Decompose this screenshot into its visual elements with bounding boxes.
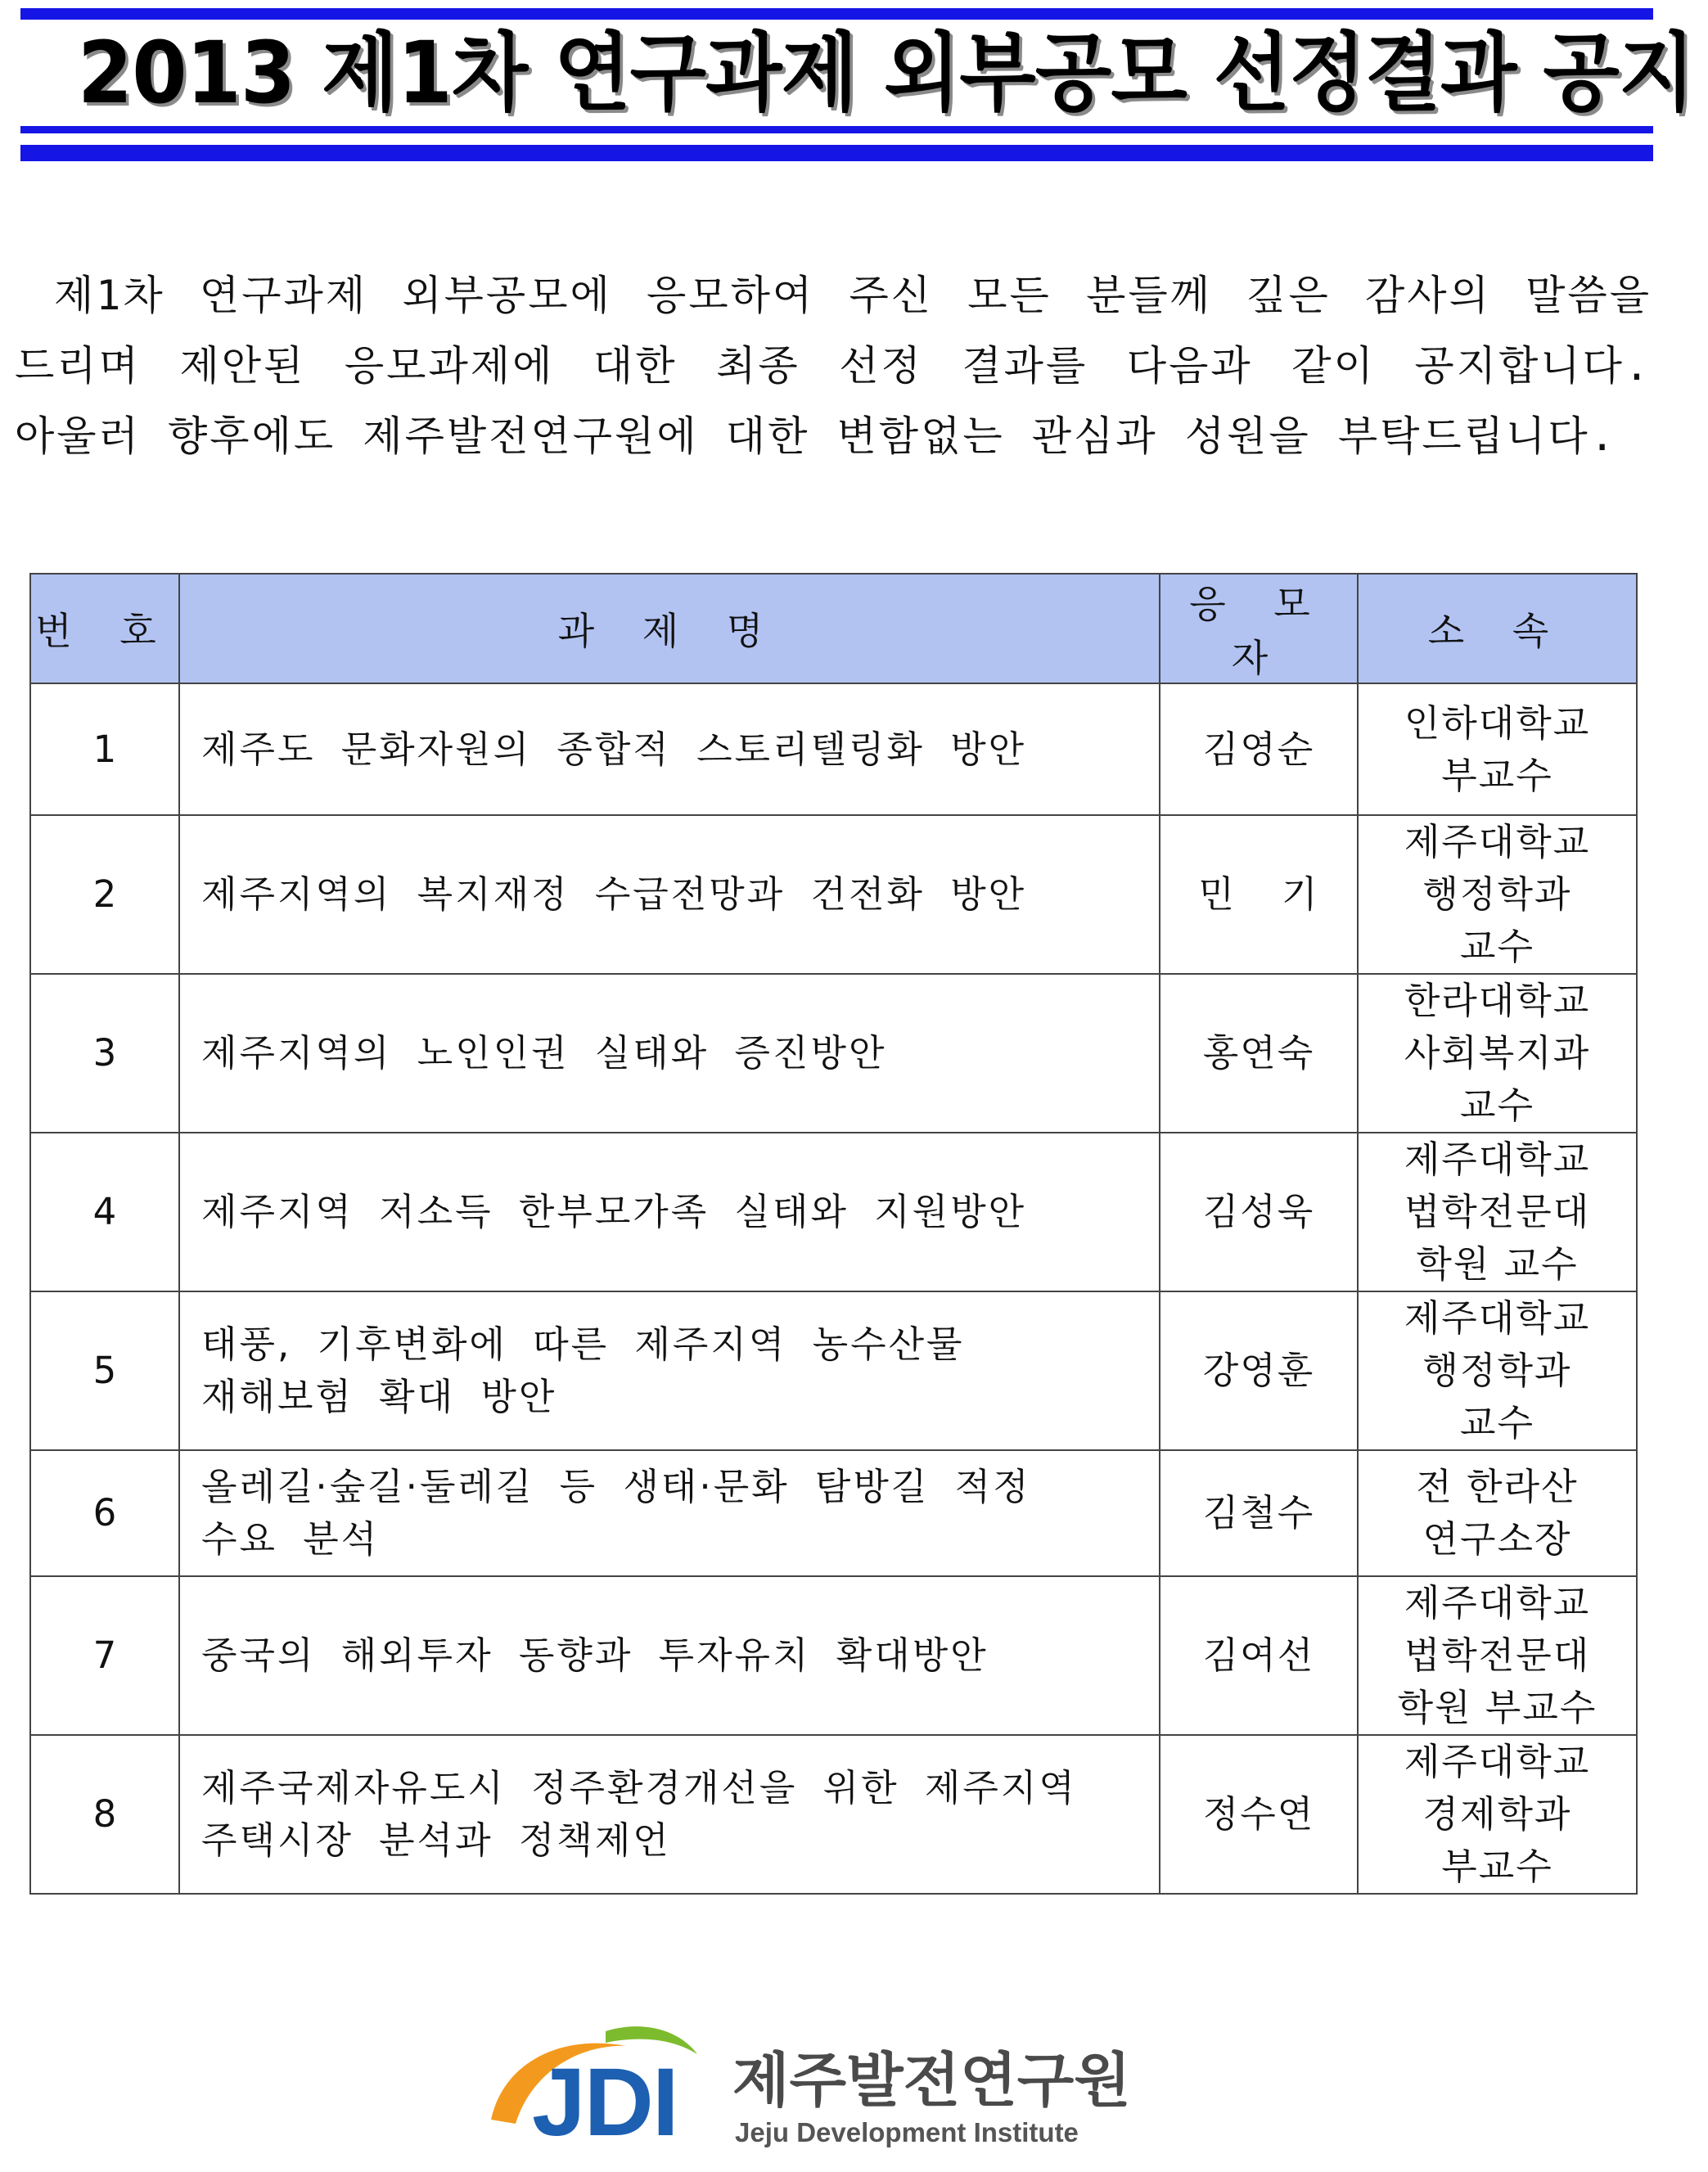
header-applicant: 응 모 자 xyxy=(1160,574,1358,683)
project-title-line: 제주도 문화자원의 종합적 스토리텔링화 방안 xyxy=(201,727,1027,771)
affiliation-line: 제주대학교 xyxy=(1404,820,1591,863)
affiliation xyxy=(1358,974,1637,1133)
table-row xyxy=(30,815,1637,974)
affiliation-line: 교수 xyxy=(1460,1401,1534,1444)
affiliation-line: 학원 교수 xyxy=(1416,1242,1579,1286)
row-number: 3 xyxy=(30,974,179,1133)
affiliation-line: 교수 xyxy=(1460,1084,1534,1127)
affiliation-line: 제주대학교 xyxy=(1404,1740,1591,1783)
affiliation-line: 부교수 xyxy=(1441,753,1553,797)
affiliation-line: 연구소장 xyxy=(1422,1517,1572,1561)
affiliation-line: 행정학과 xyxy=(1422,872,1572,916)
title-rule-top xyxy=(20,8,1653,20)
jdi-logo xyxy=(483,2021,1131,2161)
table-row xyxy=(30,1291,1637,1450)
row-number: 4 xyxy=(30,1133,179,1291)
project-title-line: 태풍, 기후변화에 따른 제주지역 농수산물 xyxy=(201,1323,965,1366)
applicant-name: 김성욱 xyxy=(1160,1133,1358,1291)
table-row xyxy=(30,974,1637,1133)
logo-mark: JDI xyxy=(532,2048,678,2156)
table-row xyxy=(30,1735,1637,1894)
project-title-line: 제주지역 저소득 한부모가족 실태와 지원방안 xyxy=(201,1190,1027,1233)
logo-korean-name: 제주발전연구원 xyxy=(732,2046,1131,2115)
affiliation xyxy=(1358,1576,1637,1735)
header-no: 번 호 xyxy=(30,574,179,683)
row-number: 5 xyxy=(30,1291,179,1450)
header-title: 과 제 명 xyxy=(179,574,1160,683)
affiliation-line: 교수 xyxy=(1460,925,1534,968)
affiliation xyxy=(1358,1735,1637,1894)
project-title-line: 제주국제자유도시 정주환경개선을 위한 제주지역 xyxy=(201,1766,1077,1809)
project-title xyxy=(179,1450,1160,1576)
table-row xyxy=(30,1576,1637,1735)
affiliation xyxy=(1358,815,1637,974)
page-title: 2013 제1차 연구과제 외부공모 선정결과 공지 xyxy=(77,23,1695,123)
applicant-name: 민 기 xyxy=(1160,815,1358,974)
applicant-name: 김영순 xyxy=(1160,683,1358,815)
applicant-name: 김여선 xyxy=(1160,1576,1358,1735)
project-title xyxy=(179,1291,1160,1450)
applicant-name: 정수연 xyxy=(1160,1735,1358,1894)
project-title-line: 제주지역의 노인인권 실태와 증진방안 xyxy=(201,1031,887,1075)
affiliation xyxy=(1358,1291,1637,1450)
intro-line-3: 아울러 향후에도 제주발전연구원에 대한 변함없는 관심과 성원을 부탁드립니다. xyxy=(15,412,1617,460)
project-title xyxy=(179,815,1160,974)
project-title xyxy=(179,1576,1160,1735)
intro-paragraph xyxy=(15,260,1652,471)
applicant-name: 김철수 xyxy=(1160,1450,1358,1576)
affiliation-line: 행정학과 xyxy=(1422,1349,1572,1392)
affiliation-line: 법학전문대 xyxy=(1404,1634,1591,1677)
project-title-line: 올레길·숲길·둘레길 등 생태·문화 탐방길 적정 xyxy=(201,1465,1031,1508)
project-title-line: 제주지역의 복지재정 수급전망과 건전화 방안 xyxy=(201,872,1027,916)
project-title xyxy=(179,683,1160,815)
intro-line-2: 드리며 제안된 응모과제에 대한 최종 선정 결과를 다음과 같이 공지합니다. xyxy=(15,342,1652,390)
project-title-line: 주택시장 분석과 정책제언 xyxy=(201,1818,671,1862)
row-number: 6 xyxy=(30,1450,179,1576)
affiliation-line: 인하대학교 xyxy=(1404,701,1591,745)
affiliation-line: 사회복지과 xyxy=(1404,1031,1591,1075)
project-title xyxy=(179,1133,1160,1291)
affiliation xyxy=(1358,1133,1637,1291)
header-affiliation: 소 속 xyxy=(1358,574,1637,683)
row-number: 8 xyxy=(30,1735,179,1894)
table-header-row xyxy=(30,574,1637,683)
results-table xyxy=(29,573,1638,1895)
project-title xyxy=(179,974,1160,1133)
row-number: 1 xyxy=(30,683,179,815)
title-rule-middle xyxy=(20,126,1653,133)
title-rule-bottom xyxy=(20,145,1653,161)
table-row xyxy=(30,1133,1637,1291)
affiliation xyxy=(1358,1450,1637,1576)
affiliation-line: 제주대학교 xyxy=(1404,1138,1591,1181)
affiliation-line: 법학전문대 xyxy=(1404,1190,1591,1233)
affiliation-line: 한라대학교 xyxy=(1404,979,1591,1022)
applicant-name: 강영훈 xyxy=(1160,1291,1358,1450)
row-number: 2 xyxy=(30,815,179,974)
title-block xyxy=(20,8,1695,161)
project-title xyxy=(179,1735,1160,1894)
logo-english-name: Jeju Development Institute xyxy=(735,2117,1079,2147)
applicant-name: 홍연숙 xyxy=(1160,974,1358,1133)
affiliation xyxy=(1358,683,1637,815)
table-row xyxy=(30,1450,1637,1576)
project-title-line: 수요 분석 xyxy=(201,1517,380,1561)
affiliation-line: 학원 부교수 xyxy=(1397,1686,1598,1729)
affiliation-line: 부교수 xyxy=(1441,1845,1553,1888)
affiliation-line: 제주대학교 xyxy=(1404,1581,1591,1624)
project-title-line: 중국의 해외투자 동향과 투자유치 확대방안 xyxy=(201,1634,989,1677)
table-row xyxy=(30,683,1637,815)
project-title-line: 재해보험 확대 방안 xyxy=(201,1375,557,1418)
intro-line-1: 제1차 연구과제 외부공모에 응모하여 주신 모든 분들께 깊은 감사의 말씀을 xyxy=(54,272,1652,319)
affiliation-line: 제주대학교 xyxy=(1404,1296,1591,1340)
affiliation-line: 전 한라산 xyxy=(1416,1465,1579,1508)
affiliation-line: 경제학과 xyxy=(1422,1792,1572,1836)
row-number: 7 xyxy=(30,1576,179,1735)
